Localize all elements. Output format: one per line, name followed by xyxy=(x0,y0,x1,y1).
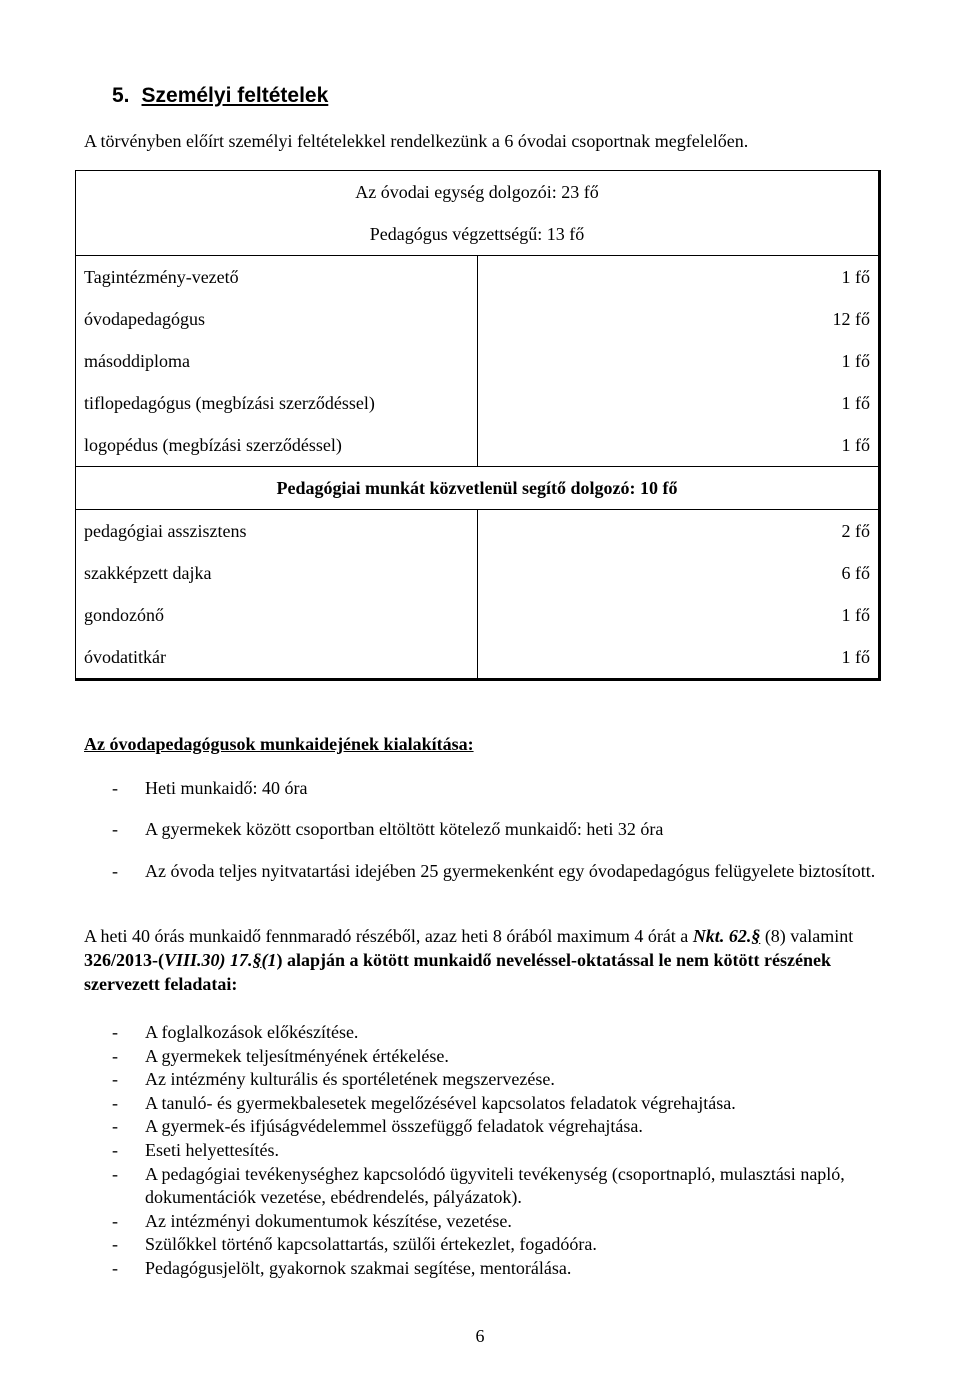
role-cell: Tagintézmény-vezető xyxy=(76,256,478,299)
table-row xyxy=(76,382,880,424)
bullet-dash: - xyxy=(112,1069,118,1090)
bullet-dash: - xyxy=(112,1234,118,1255)
list-item xyxy=(112,1139,872,1163)
list-item-text: Az intézményi dokumentumok készítése, vezetése. xyxy=(145,1210,512,1231)
role-cell: gondozónő xyxy=(76,594,478,636)
list-item-text: A pedagógiai tevékenységhez kapcsolódó ügyviteli tevékenység (csoportnapló, mulasztási napló, dokumentációk vezetése, ebédrendelés, pályázatok). xyxy=(145,1163,845,1208)
bullet-dash: - xyxy=(112,1210,118,1231)
list-item xyxy=(112,1045,872,1069)
table-row xyxy=(76,256,880,299)
role-cell: másoddiploma xyxy=(76,340,478,382)
law-reference: Nkt. 62. xyxy=(692,926,752,946)
count-cell: 1 fő xyxy=(478,636,880,680)
count-cell: 1 fő xyxy=(478,424,880,467)
count-cell: 12 fő xyxy=(478,298,880,340)
list-item xyxy=(112,1092,872,1116)
list-item-text: A gyermekek teljesítményének értékelése. xyxy=(145,1045,449,1066)
count-cell: 1 fő xyxy=(478,256,880,299)
task-list xyxy=(112,1021,872,1281)
bullet-dash: - xyxy=(112,1045,118,1066)
bullet-dash: - xyxy=(112,819,118,839)
table-row xyxy=(76,298,880,340)
count-cell: 1 fő xyxy=(478,340,880,382)
bullet-dash: - xyxy=(112,1092,118,1113)
list-item-text: A foglalkozások előkészítése. xyxy=(145,1022,359,1042)
paragraph-ref: (1 xyxy=(261,950,277,970)
list-item xyxy=(112,1257,872,1281)
table-row xyxy=(76,510,880,553)
list-item xyxy=(112,1068,872,1092)
list-item-text: Eseti helyettesítés. xyxy=(145,1139,279,1160)
section-heading xyxy=(112,84,328,108)
paragraph-text: (8) valamint xyxy=(760,926,854,946)
count-cell: 2 fő xyxy=(478,510,880,553)
section-title: Személyi feltételek xyxy=(141,84,329,107)
intro-text: A törvényben előírt személyi feltételekkel rendelkezünk a 6 óvodai csoportnak megfelelően. xyxy=(84,131,749,151)
table-row xyxy=(76,424,880,467)
section-sign: § xyxy=(252,950,262,970)
bullet-dash: - xyxy=(112,1022,118,1042)
section-number: 5. xyxy=(112,84,130,107)
paragraph-text: A heti 40 órás munkaidő fennmaradó részéből, azaz heti 8 órából maximum 4 órát a xyxy=(84,926,693,946)
count-cell: 6 fő xyxy=(478,552,880,594)
list-item-text: A tanuló- és gyermekbalesetek megelőzésével kapcsolatos feladatok végrehajtása. xyxy=(145,1092,736,1113)
list-item-text: A gyermekek között csoportban eltöltött kötelező munkaidő: heti 32 óra xyxy=(145,819,664,839)
bullet-dash: - xyxy=(112,1257,118,1278)
role-cell: logopédus (megbízási szerződéssel) xyxy=(76,424,478,467)
list-item-text: Az intézmény kulturális és sportéletének megszervezése. xyxy=(145,1069,555,1090)
list-item xyxy=(112,1115,872,1139)
bullet-dash: - xyxy=(112,778,118,798)
count-cell: 1 fő xyxy=(478,594,880,636)
table-row xyxy=(76,594,880,636)
decree-date: VIII.30) 17. xyxy=(164,950,253,970)
list-item xyxy=(112,1210,872,1234)
bullet-dash: - xyxy=(112,1116,118,1137)
staff-table xyxy=(75,170,881,681)
list-item xyxy=(112,1163,872,1210)
role-cell: óvodatitkár xyxy=(76,636,478,680)
role-cell: szakképzett dajka xyxy=(76,552,478,594)
list-item-text: Pedagógusjelölt, gyakornok szakmai segítése, mentorálása. xyxy=(145,1257,572,1278)
list-item xyxy=(112,1233,872,1257)
page-number: 6 xyxy=(475,1326,485,1346)
paragraph-text: ) alapján a kötött munkaidő neveléssel-oktatással le nem kötött részének szervezett feladatai: xyxy=(84,950,831,994)
decree-reference: 326/2013-( xyxy=(84,950,164,970)
count-cell: 1 fő xyxy=(478,382,880,424)
section-sign: § xyxy=(751,926,761,946)
role-cell: pedagógiai asszisztens xyxy=(76,510,478,553)
list-item-text: Heti munkaidő: 40 óra xyxy=(145,778,308,798)
role-cell: tiflopedagógus (megbízási szerződéssel) xyxy=(76,382,478,424)
table-header-total: Az óvodai egység dolgozói: 23 fő xyxy=(76,171,880,214)
role-cell: óvodapedagógus xyxy=(76,298,478,340)
list-item-text: Az óvoda teljes nyitvatartási idejében 25 gyermekenként egy óvodapedagógus felügyelete biztosított. xyxy=(145,861,876,881)
list-item-text: A gyermek-és ifjúságvédelemmel összefüggő feladatok végrehajtása. xyxy=(145,1116,643,1137)
table-row xyxy=(76,552,880,594)
bullet-dash: - xyxy=(112,1139,118,1160)
paragraph xyxy=(84,924,874,996)
table-header-assistants: Pedagógiai munkát közvetlenül segítő dolgozó: 10 fő xyxy=(76,467,880,510)
table-row xyxy=(76,636,880,680)
bullet-dash: - xyxy=(112,1163,118,1184)
list-item xyxy=(112,1021,872,1045)
worktime-heading: Az óvodapedagógusok munkaidejének kialakítása: xyxy=(84,734,474,754)
table-header-pedagogues: Pedagógus végzettségű: 13 fő xyxy=(76,213,880,256)
table-row xyxy=(76,340,880,382)
list-item-text: Szülőkkel történő kapcsolattartás, szülői értekezlet, fogadóóra. xyxy=(145,1234,597,1255)
bullet-dash: - xyxy=(112,861,118,881)
